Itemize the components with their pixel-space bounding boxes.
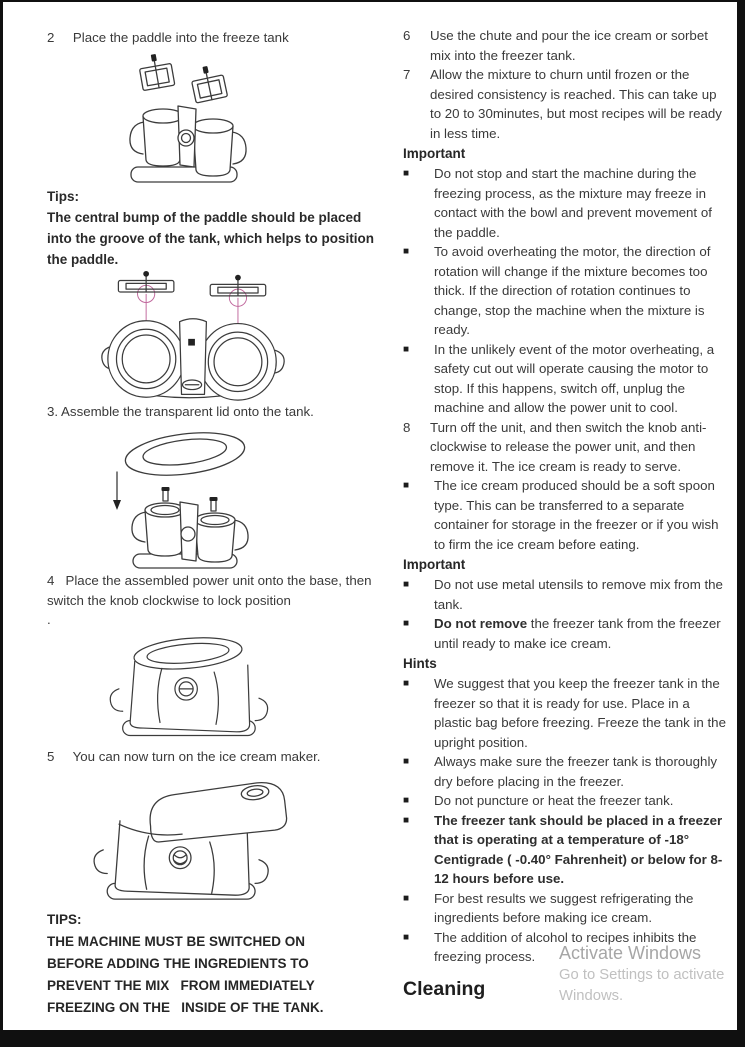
step-4: 4 Place the assembled power unit onto the base, then switch the knob clockwise to lock position bbox=[47, 573, 376, 608]
bullet-item bbox=[403, 242, 733, 340]
bullet-text: For best results we suggest refrigerating the ingredients before making ice cream. bbox=[434, 890, 694, 925]
figure-complete-machine bbox=[88, 771, 293, 909]
step-8-number: 8 bbox=[403, 419, 411, 435]
tips-label: Tips: bbox=[47, 189, 80, 204]
step-4-period: . bbox=[47, 612, 51, 627]
bullet-square-icon: ■ bbox=[403, 892, 410, 904]
tips-body: The central bump of the paddle should be placed into the groove of the tank, which helps to position the paddle. bbox=[47, 210, 374, 267]
important-heading-1: Important bbox=[403, 146, 466, 161]
bullet-text: We suggest that you keep the freezer tank in the freezer so that it is ready for use. Place in a plastic bag before freezing. Freeze the tank in the upright position. bbox=[434, 676, 726, 750]
bullet-text: Always make sure the freezer tank is thoroughly dry before placing in the freezer. bbox=[434, 754, 718, 789]
bullet-text-bold: The freezer tank should be placed in a freezer that is operating at a temperature of -18° Centigrade ( -0.40° Fahrenheit) or below for 8-12 hours before use. bbox=[434, 812, 723, 886]
bullet-item bbox=[403, 476, 733, 554]
bullet-square-icon: ■ bbox=[403, 678, 410, 689]
bullet-item bbox=[403, 614, 733, 653]
step-7-number: 7 bbox=[403, 67, 411, 82]
bullet-rest-fragment: the freezer tank from the freezer until ready to make ice cream. bbox=[434, 616, 721, 651]
bullet-square-icon: ■ bbox=[403, 814, 410, 826]
bullet-item bbox=[403, 811, 733, 889]
power-unit-on-base-illustration bbox=[98, 631, 278, 743]
figure-paddle-alignment bbox=[93, 270, 293, 402]
figure-power-unit-base bbox=[98, 631, 278, 743]
bullet-item bbox=[403, 164, 733, 242]
right-column bbox=[403, 2, 733, 1019]
bullet-square-icon: ■ bbox=[403, 246, 410, 257]
step-6-number: 6 bbox=[403, 28, 411, 43]
important-heading-2: Important bbox=[403, 557, 466, 572]
watermark-subtitle-2: Windows. bbox=[559, 988, 624, 1004]
hints-heading: Hints bbox=[403, 656, 437, 671]
step-8 bbox=[403, 418, 733, 477]
bullet-item bbox=[403, 674, 733, 752]
step-3: 3. Assemble the transparent lid onto the tank. bbox=[47, 404, 314, 419]
bullet-square-icon: ■ bbox=[403, 343, 410, 355]
bullet-text: The ice cream produced should be a soft spoon type. This can be transferred to a separate container for storage in the freezer or if you wish to firm the ice cream before eating. bbox=[434, 478, 719, 552]
bullet-text: To avoid overheating the motor, the direction of rotation will change if the mixture becomes too thick. If the direction of rotation continues to change, stop the machine when the mixture is ready. bbox=[434, 244, 711, 337]
bullet-square-icon: ■ bbox=[403, 168, 410, 179]
bullet-item bbox=[403, 791, 733, 811]
cleaning-heading: Cleaning bbox=[403, 977, 486, 1000]
bullet-item bbox=[403, 340, 733, 418]
lid-assembly-illustration bbox=[103, 426, 263, 571]
left-column bbox=[3, 2, 377, 1019]
bullet-square-icon: ■ bbox=[403, 579, 410, 590]
bullet-item bbox=[403, 752, 733, 791]
step-7-text: Allow the mixture to churn until frozen or the desired consistency is reached. This can take up to 20 to 30minutes, but most recipes will be ready in less time. bbox=[430, 67, 722, 141]
tips2-line-3: PREVENT THE MIX FROM IMMEDIATELY bbox=[47, 978, 315, 993]
step-7 bbox=[403, 65, 733, 143]
bullet-text: Do not puncture or heat the freezer tank. bbox=[434, 793, 674, 808]
tips2-label: TIPS: bbox=[47, 912, 82, 927]
bullet-text: In the unlikely event of the motor overheating, a safety cut out will operate causing the motor to stop. If this happens, switch off, unplug the machine and allow the power unit to cool. bbox=[434, 341, 715, 415]
step-8-text: Turn off the unit, and then switch the knob anti-clockwise to release the power unit, and then remove it. The ice cream is ready to serve. bbox=[430, 419, 707, 474]
bullet-square-icon: ■ bbox=[403, 480, 410, 491]
bullet-square-icon: ■ bbox=[403, 618, 410, 629]
paddle-alignment-illustration bbox=[93, 270, 293, 402]
bullet-item bbox=[403, 889, 733, 928]
complete-machine-illustration bbox=[88, 771, 293, 909]
bullet-square-icon: ■ bbox=[403, 795, 410, 806]
step-6 bbox=[403, 26, 733, 65]
bullet-text-mixed bbox=[434, 614, 730, 653]
bullet-item bbox=[403, 575, 733, 614]
bullet-square-icon: ■ bbox=[403, 756, 410, 767]
bullet-bold-fragment: Do not remove bbox=[434, 616, 528, 631]
watermark-title: Activate Windows bbox=[559, 943, 702, 963]
step-2: 2 Place the paddle into the freeze tank bbox=[47, 30, 289, 45]
step-6-text: Use the chute and pour the ice cream or sorbet mix into the freezer tank. bbox=[430, 28, 708, 63]
tips2-line-1: THE MACHINE MUST BE SWITCHED ON bbox=[47, 934, 305, 949]
step-5: 5 You can now turn on the ice cream maker. bbox=[47, 749, 321, 764]
bullet-text: Do not stop and start the machine during the freezing process, as the mixture may freeze in contact with the bowl and prevent movement of the paddle. bbox=[434, 166, 712, 240]
paddles-above-tank-illustration bbox=[121, 54, 253, 186]
bullet-text: The addition of alcohol to recipes inhibits the freezing process. bbox=[434, 929, 697, 964]
figure-lid-assembly bbox=[103, 426, 263, 571]
bullet-square-icon: ■ bbox=[403, 931, 410, 943]
tips2-line-4: FREEZING ON THE INSIDE OF THE TANK. bbox=[47, 1000, 324, 1015]
activate-windows-watermark bbox=[559, 941, 744, 1007]
watermark-subtitle-1: Go to Settings to activate bbox=[559, 967, 725, 983]
tips2-line-2: BEFORE ADDING THE INGREDIENTS TO bbox=[47, 956, 309, 971]
figure-paddles-and-tank bbox=[121, 54, 253, 186]
bullet-text: Do not use metal utensils to remove mix from the tank. bbox=[434, 577, 723, 612]
